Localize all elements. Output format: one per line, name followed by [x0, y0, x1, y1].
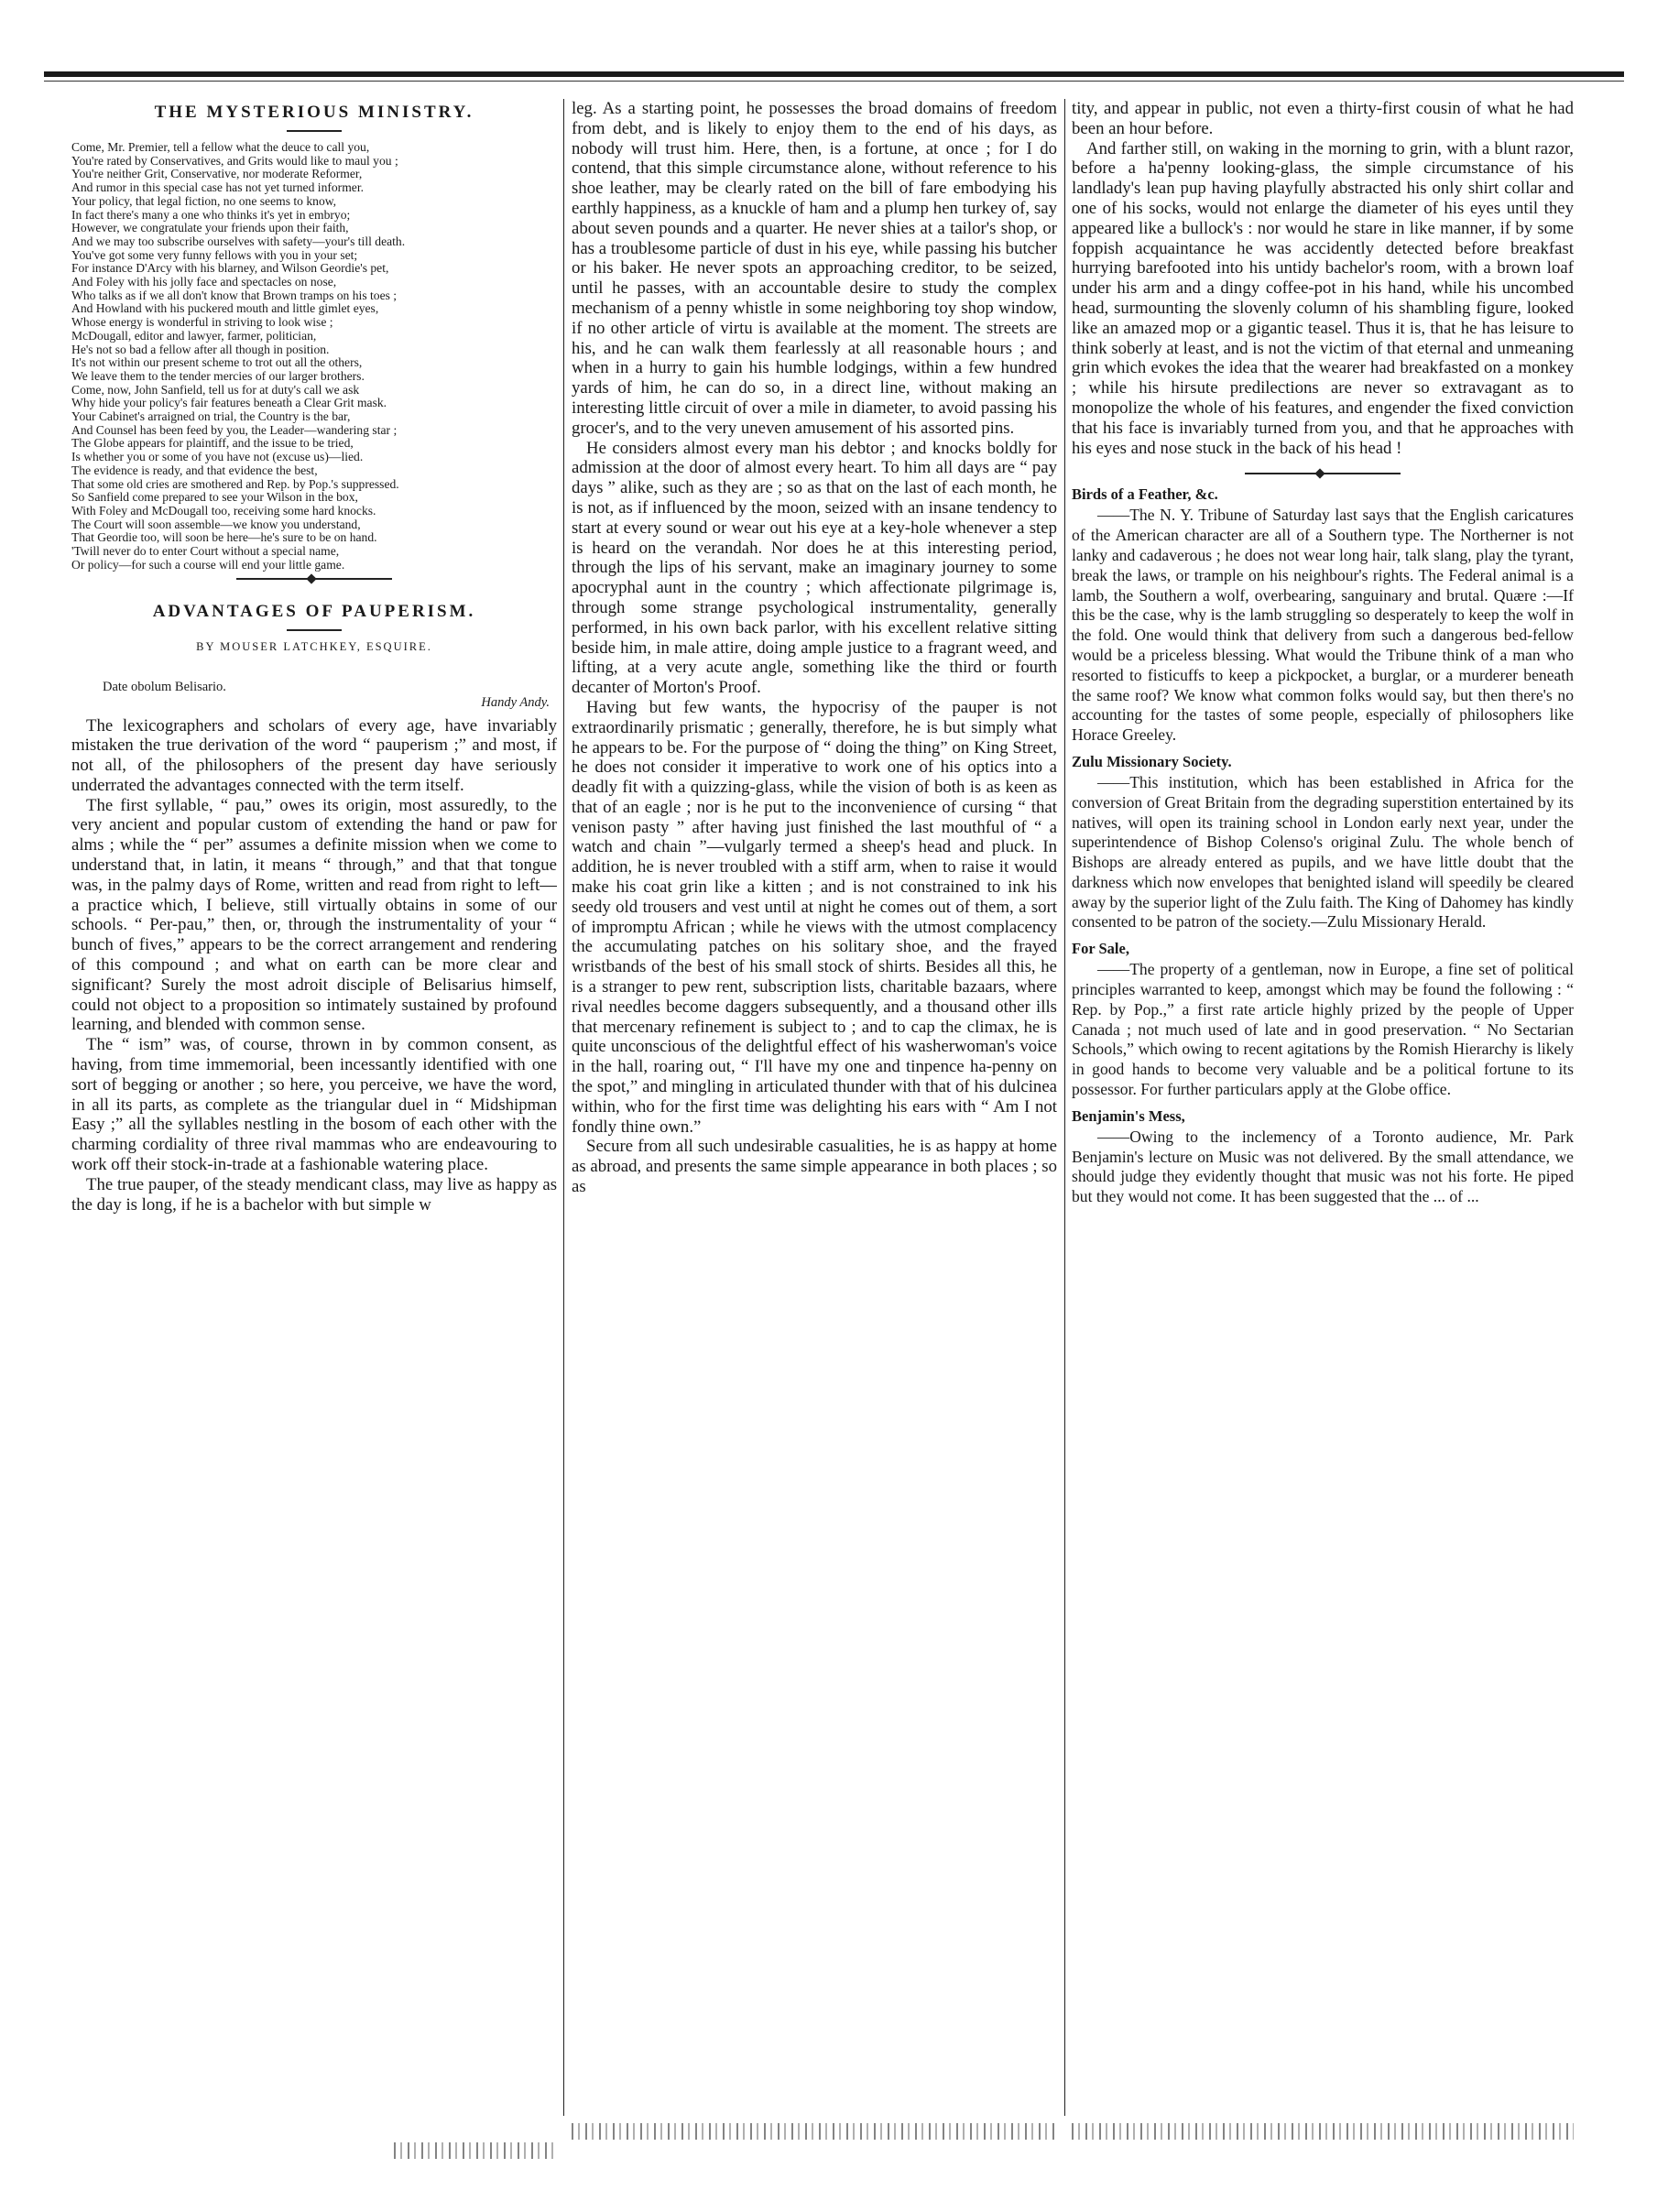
- news-item: [1072, 753, 1574, 932]
- poem-line: We leave them to the tender mercies of our larger brothers.: [71, 368, 365, 383]
- title-rule: [287, 629, 342, 631]
- essay-paragraph: The true pauper, of the steady mendicant class, may live as happy as the day is long, if he is a bachelor with but simple w: [71, 1174, 557, 1215]
- poem-line: That some old cries are smothered and Rep. by Pop.'s suppressed.: [71, 476, 399, 491]
- news-item-heading: Birds of a Feather, &c.: [1072, 485, 1218, 504]
- poem-line: That Geordie too, will soon be here—he's sure to be on hand.: [71, 530, 377, 545]
- column-divider: [1064, 99, 1065, 2116]
- poem-line: You've got some very funny fellows with you in your set;: [71, 247, 358, 262]
- print-damage: [572, 2123, 1057, 2140]
- news-item-body: ——The N. Y. Tribune of Saturday last says that the English caricatures of the American character are all of a Southern type. The Northerner is not lanky and cadaverous ; he does not wear long hair, talk slang, play the tyrant, break the laws, or trample on his neighbour's rights. The Federal animal is a lamb, the Southern a wolf, overbearing, sanguinary and brutal. Quære :—If this be the case, why is the lamb struggling so desperately to keep the wolf in the fold. One would think that delivery from such a dangerous bed-fellow would be a priceless blessing. What would the Tribune think of a man who resorted to fisticuffs to keep a pickpocket, a burglar, or a murderer beneath the same roof? We know what common folks would say, but then there's no accounting for the tastes of some people, especially of philosophers like Horace Greeley.: [1072, 506, 1574, 745]
- poem-line: For instance D'Arcy with his blarney, and Wilson Geordie's pet,: [71, 261, 389, 276]
- poem-line: The evidence is ready, and that evidence the best,: [71, 463, 318, 477]
- poem-line: Is whether you or some of you have not (excuse us)—lied.: [71, 450, 364, 464]
- news-item: [1072, 1107, 1574, 1207]
- essay-paragraph: Having but few wants, the hypocrisy of the pauper is not extraordinarily prismatic ; generally, therefore, he is but simply what he appears to be. For the purpose of “ doing the thing” on King Street, he does not consider it imperative to work one of his optics into a deadly fit with a quizzing-glass, while the vision of both is as keen as that of an eagle ; nor is he put to the inconvenience of cursing “ that venison pasty ” after having just finished the last mouthful of “ a watch and chain ”—vulgarly termed a sheep's head and pluck. In addition, he is never troubled with a stiff arm, when to raise it would make his coat grin like a kitten ; and is not constrained to ink his seedy old trousers and vest until at night he comes out of them, a sort of impromptu African ; while he views with the utmost complacency the accumulating patches on his solitary shoe, and the frayed wristbands of the best of his small stock of shirts. Besides all this, he is a stranger to pew rent, subscription lists, charitable bazaars, where rival needles become daggers subsequently, and a thousand other ills that mercenary refinement is subject to ; and to cap the climax, he is quite unconscious of the delightful effect of his washerwoman's voice in the hall, roaring out, “ I'll have my one and tinpence ha-penny on the spot,” and mingling in articulated thunder with that of his dulcinea within, who for the first time was delighting his ears with “ Am I not fondly thine own.”: [572, 697, 1057, 1137]
- poem-line: And rumor in this special case has not yet turned informer.: [71, 180, 364, 195]
- essay-body-part-1: [71, 716, 557, 1215]
- essay-paragraph: leg. As a starting point, he possesses the broad domains of freedom from debt, and is likely to enjoy them to the end of his days, as nobody will trust him. Here, then, is a fortune, at once ; for I do contend, that this simple circumstance alone, without reference to his shoe leather, may be clearly rated on the bill of fare embodying his earthly happiness, as a knuckle of ham and a plump hen turkey of, say about seven pounds and a quarter. He never shies at a tailor's shop, or has a troublesome particle of dust in his eye, while passing his butcher or his baker. He never spots an approaching creditor, to be seized, until he passes, with an accountable desire to study the complex mechanism of a penny whistle in some neighboring toy shop window, if no other article of virtu is available at the moment. The streets are his, and he can walk them fearlessly at all reasonable hours ; and when in a hurry to gain his humble lodgings, within a few hundred yards of him, he can do so, in a direct line, without making an interesting little circuit of over a mile in diameter, to avoid passing his grocer's, and to the very uneven amusement of his assorted pins.: [572, 99, 1057, 438]
- poem-line: And Counsel has been feed by you, the Leader—wandering star ;: [71, 422, 398, 437]
- poem-line: McDougall, editor and lawyer, farmer, politician,: [71, 328, 317, 343]
- poem-line: Come, now, John Sanfield, tell us for at duty's call we ask: [71, 382, 360, 397]
- essay-paragraph: The “ ism” was, of course, thrown in by common consent, as having, from time immemorial, been incessantly identified with one sort of begging or another ; so here, you perceive, we have the word, in all its parts, as complete as the triangular duel in “ Midshipman Easy ;” all the syllables nestling in the bosom of each other with the charming cordiality of three rival mammas who are endeavouring to work off their stock-in-trade at a fashionable watering place.: [71, 1035, 557, 1175]
- poem-line: Why hide your policy's fair features beneath a Clear Grit mask.: [71, 396, 387, 410]
- poem-line: Come, Mr. Premier, tell a fellow what the deuce to call you,: [71, 140, 370, 154]
- essay-body-part-3: [1072, 99, 1574, 458]
- essay-paragraph: tity, and appear in public, not even a thirty-first cousin of what he had been an hour before.: [1072, 99, 1574, 138]
- news-item: [1072, 940, 1574, 1100]
- poem-line: And Foley with his jolly face and spectacles on nose,: [71, 275, 337, 289]
- poem-line: It's not within our present scheme to trot out all the others,: [71, 355, 363, 370]
- essay-byline: BY MOUSER LATCHKEY, ESQUIRE.: [196, 639, 432, 653]
- news-items: [1072, 485, 1574, 1207]
- poem-line: Whose energy is wonderful in striving to look wise ;: [71, 315, 333, 330]
- essay-paragraph: The first syllable, “ pau,” owes its origin, most assuredly, to the very ancient and popular custom of extending the hand or paw for alms ; while the “ per” assumes a definite mission when we come to understand that, in latin, it means “ through,” and that that tongue was, in the palmy days of Rome, written and read from right to left—a practice which, I believe, still virtually obtains in some of our schools. “ Per-pau,” then, or, through the instrumentality of your “ bunch of fives,” appears to be the correct arrangement and rendering of this compound ; and what on earth can be more clear and significant? Surely the most adroit disciple of Belisarius himself, could not object to a proposition so intimately sustained by profound learning, and blended with common sense.: [71, 795, 557, 1035]
- poem-line: And we may too subscribe ourselves with safety—your's till death.: [71, 234, 406, 248]
- poem-line: The Globe appears for plaintiff, and the issue to be tried,: [71, 436, 354, 451]
- poem-line: Your Cabinet's arraigned on trial, the Country is the bar,: [71, 409, 351, 424]
- column-divider: [563, 99, 564, 2116]
- poem-line: You're rated by Conservatives, and Grits would like to maul you ;: [71, 153, 398, 168]
- essay-paragraph: The lexicographers and scholars of every age, have invariably mistaken the true derivation of the word “ pauperism ;” and most, if not all, of the philosophers of the present day have seriously underrated the advantages connected with the term itself.: [71, 715, 557, 795]
- poem-line: So Sanfield come prepared to see your Wilson in the box,: [71, 490, 358, 505]
- column-3: [1072, 99, 1574, 2116]
- news-item-heading: Zulu Missionary Society.: [1072, 752, 1232, 770]
- essay-body-part-2: [572, 99, 1057, 1197]
- poem-line: Who talks as if we all don't know that Brown tramps on his toes ;: [71, 288, 398, 302]
- print-damage: [1072, 2123, 1574, 2140]
- news-item-body: ——This institution, which has been established in Africa for the conversion of Great Britain from the degrading superstition entertained by its natives, will open its training school in London early next year, under the superintendence of Bishop Colenso's original Zulu. The whole bench of Bishops are already entered as pupils, and we have little doubt that the darkness which now envelopes that benighted island will speedily be cleared away by the superior light of the Zulu faith. The King of Dahomey has kindly consented to be patron of the society.—Zulu Missionary Herald.: [1072, 772, 1574, 932]
- news-item-heading: Benjamin's Mess,: [1072, 1106, 1185, 1125]
- section-end-rule: [236, 578, 392, 580]
- epigraph-attribution: Handy Andy.: [481, 694, 550, 710]
- print-damage: [394, 2142, 557, 2159]
- poem-line: In fact there's many a one who thinks it's yet in embryo;: [71, 207, 351, 222]
- essay-title: ADVANTAGES OF PAUPERISM.: [152, 601, 476, 621]
- poem-line: 'Twill never do to enter Court without a special name,: [71, 544, 340, 559]
- poem-title: THE MYSTERIOUS MINISTRY.: [154, 103, 474, 122]
- news-item-body: ——Owing to the inclemency of a Toronto audience, Mr. Park Benjamin's lecture on Music was not delivered. By the small attendance, we should judge they evidently thought that music was not his forte. He piped but they would not come. It has been suggested that the ... of ...: [1072, 1127, 1574, 1206]
- poem-line: Your policy, that legal fiction, no one seems to know,: [71, 193, 337, 208]
- section-end-rule: [1245, 473, 1401, 474]
- epigraph: Date obolum Belisario.: [103, 679, 226, 694]
- poem-body: [71, 141, 557, 572]
- poem-line: However, we congratulate your friends upon their faith,: [71, 221, 349, 235]
- essay-paragraph: Secure from all such undesirable casualities, he is as happy at home as abroad, and presents the same simple appearance in both places ; so as: [572, 1137, 1057, 1197]
- poem-line: Or policy—for such a course will end your little game.: [71, 557, 345, 572]
- poem-line: He's not so bad a fellow after all though in position.: [71, 342, 330, 356]
- title-rule: [287, 130, 342, 132]
- poem-line: And Howland with his puckered mouth and little gimlet eyes,: [71, 301, 379, 316]
- masthead-rule-thin: [44, 81, 1624, 82]
- poem-line: With Foley and McDougall too, receiving some hard knocks.: [71, 503, 376, 518]
- news-item-body: ——The property of a gentleman, now in Europe, a fine set of political principles warranted to keep, amongst which may be found the following : “ Rep. by Pop.,” a first rate article highly prized by the people of Upper Canada ; not much used of late and in good preservation. “ No Sectarian Schools,” which owing to recent agitations by the Romish Hierarchy is likely in good hands to become very valuable and be a political fortune to its possessor. For further particulars apply at the Globe office.: [1072, 960, 1574, 1099]
- poem-line: You're neither Grit, Conservative, nor moderate Reformer,: [71, 167, 363, 181]
- news-item: [1072, 485, 1574, 746]
- essay-paragraph: He considers almost every man his debtor ; and knocks boldly for admission at the door of almost every heart. To him all days are “ pay days ” alike, such as they are ; so as that on the last of each month, he is not, as if influenced by the moon, seized with an insane tendency to start at every sound or wear out his eye at a key-hole whenever a step is heard on the verandah. Nor does he at this interesting period, through the lips of his servant, make an imaginary journey to some apocryphal aunt in the country ; which affectionate pilgrimage is, through some strange psychological instrumentality, generally performed, in his own back parlor, with his excellent relative sitting beside him, in male attire, doing ample justice to a fragrant weed, and lifting, at a very acute angle, something like the third or fourth decanter of Morton's Proof.: [572, 438, 1057, 698]
- column-2: [572, 99, 1057, 2116]
- essay-paragraph: And farther still, on waking in the morning to grin, with a blunt razor, before a ha'penny looking-glass, the simple circumstance of his landlady's lean pup having playfully abstracted his only shirt collar and one of his socks, would not enlarge the diameter of his eyes until they appeared like a bullock's : nor would he stare in like manner, if by some foppish acquaintance he was accidently detected before breakfast hurrying barefooted into his untidy bachelor's room, with a brown loaf under his arm and a dingy coffee-pot in his hand, while his uncombed head, surmounting the slovenly column of his shambling figure, looked like an amazed mop or a gigantic teasel. Thus it is, that he has leisure to think soberly at least, and is not the victim of that eternal and unmeaning grin which evokes the idea that the wearer had breakfasted on a monkey ; while his hirsute predilections are never so extravagant as to monopolize the whole of his features, and engender the fixed conviction that his face is invariably turned from you, and that he approaches with his eyes and nose stuck in the back of his head !: [1072, 138, 1574, 458]
- column-1: [71, 99, 557, 2116]
- news-item-heading: For Sale,: [1072, 940, 1129, 958]
- poem-line: The Court will soon assemble—we know you understand,: [71, 517, 361, 531]
- masthead-rule: [44, 71, 1624, 77]
